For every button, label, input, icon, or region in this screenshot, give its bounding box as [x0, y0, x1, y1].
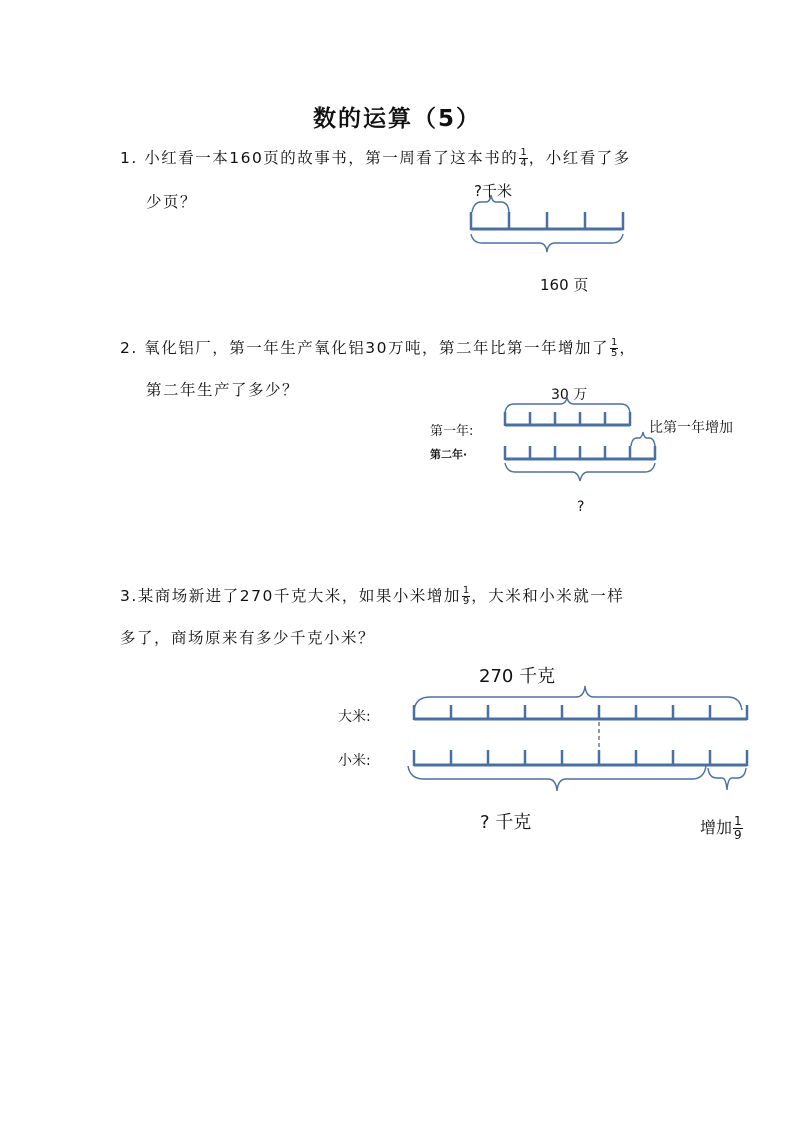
question-3-line-2: 多了，商场原来有多少千克小米？: [120, 629, 376, 647]
q3-increase-label: 增加 $\frac{1}{9}$: [700, 814, 742, 842]
q2-side-label: 比第一年增加: [649, 420, 733, 436]
q1-fraction: $\frac{1}{4}$: [520, 147, 527, 169]
q2-text-post: ，: [619, 339, 637, 357]
q1-diagram-top-label: ?千米: [474, 182, 512, 200]
q3-bottom-label: ? 千克: [480, 812, 532, 833]
q3-top-brace: [414, 686, 742, 710]
q3-text-pre: 3.某商场新进了270千克大米，如果小米增加: [120, 587, 461, 605]
q2-row1-label: 第一年:: [430, 424, 474, 439]
question-1-line-2: 少页？: [146, 193, 198, 211]
q2-row2-label: 第二年·: [430, 448, 468, 461]
q1-text-pre: 1. 小红看一本160页的故事书，第一周看了这本书的: [120, 149, 519, 167]
q2-text-pre: 2. 氧化铝厂，第一年生产氧化铝30万吨，第二年比第一年增加了: [120, 339, 609, 357]
q1-text-post: ，小红看了多: [528, 149, 631, 167]
q3-millet-brace: [408, 766, 706, 791]
q3-fraction: $\frac{1}{9}$: [462, 585, 470, 607]
q3-row2-label: 小米:: [338, 753, 371, 769]
question-2-line-2: 第二年生产了多少？: [146, 381, 300, 399]
q3-row1-label: 大米:: [338, 709, 371, 725]
q3-increase-fraction: $\frac{1}{9}$: [734, 814, 742, 842]
q3-increase-brace: [708, 768, 746, 790]
q3-diagram-top-label: 270 千克: [479, 666, 556, 687]
q2-fraction: $\frac{1}{5}$: [610, 337, 618, 359]
q1-diagram-bottom-label: 160 页: [540, 276, 589, 294]
q2-bottom-label: ?: [577, 499, 585, 515]
page-title: 数的运算（5）: [312, 106, 481, 132]
q3-text-post: ，大米和小米就一样: [471, 587, 625, 605]
q2-diagram-top-label: 30 万: [551, 387, 588, 403]
